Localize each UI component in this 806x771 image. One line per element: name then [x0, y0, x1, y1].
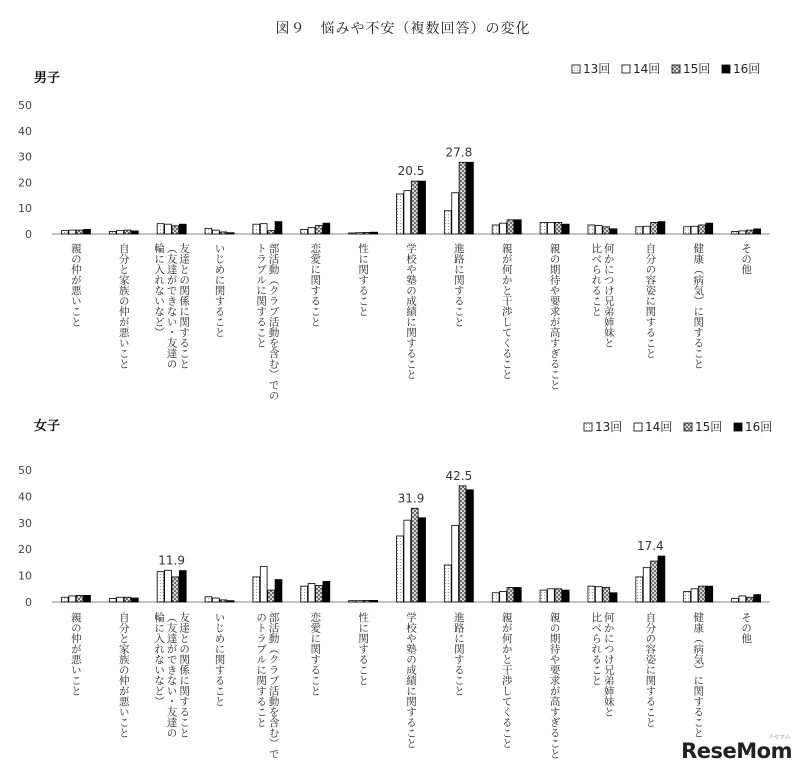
bar-girls: [397, 536, 404, 602]
category-label: 何かにつけ兄弟姉妹と: [602, 612, 615, 717]
category-label: 何かにつけ兄弟姉妹と: [602, 243, 615, 348]
bar-boys: [308, 228, 315, 234]
legend-swatch: [584, 423, 592, 431]
bar-girls: [739, 596, 746, 602]
bar-girls: [84, 595, 91, 602]
bar-boys: [419, 181, 426, 234]
category-label: 学校や塾の成績に関すること: [405, 243, 417, 380]
bar-girls: [172, 577, 179, 602]
bar-girls: [205, 597, 212, 602]
bar-girls: [260, 566, 267, 602]
figure-title: 図９ 悩みや不安（複数回答）の変化: [275, 21, 531, 37]
bar-girls: [61, 597, 68, 602]
bar-boys: [301, 229, 308, 234]
bar-boys: [356, 233, 363, 234]
category-label: 学校や塾の成績に関すること: [405, 612, 417, 749]
bar-girls: [492, 593, 499, 602]
category-label: 輪に入れないなど）: [153, 612, 166, 707]
data-label: 42.5: [445, 468, 473, 483]
bar-boys: [212, 230, 219, 234]
bar-boys: [76, 230, 83, 234]
category-label: 性に関すること: [357, 243, 370, 317]
data-label: 27.8: [445, 145, 473, 160]
bar-boys: [165, 224, 172, 234]
y-tick-label: 10: [18, 202, 32, 216]
bar-girls: [684, 591, 691, 602]
legend-label: 14回: [645, 420, 673, 434]
bar-girls: [411, 508, 418, 602]
category-label: 親が何かと干渉してくること: [500, 612, 513, 749]
bar-girls: [109, 599, 116, 602]
bar-boys: [404, 191, 411, 234]
bar-girls: [363, 600, 370, 602]
bar-boys: [684, 227, 691, 234]
category-label: 親の期待や要求が高すぎること: [548, 243, 561, 390]
y-tick-label: 0: [25, 596, 32, 609]
bar-girls: [555, 589, 562, 602]
bar-boys: [397, 194, 404, 234]
legend-label: 13回: [595, 420, 623, 434]
bar-girls: [76, 595, 83, 602]
category-label: 恋愛に関すること: [309, 243, 322, 327]
legend-swatch: [622, 65, 630, 73]
category-label: トラブルに関すること: [255, 243, 268, 348]
bar-boys: [172, 226, 179, 234]
bar-boys: [117, 231, 124, 234]
bar-girls: [179, 571, 186, 602]
bar-boys: [157, 224, 164, 234]
bar-girls: [658, 556, 665, 602]
bar-boys: [61, 231, 68, 234]
bar-boys: [699, 225, 706, 234]
bar-girls: [268, 590, 275, 602]
bar-boys: [69, 230, 76, 234]
category-label: （友達ができない・友達の: [165, 243, 178, 369]
legend-swatch: [734, 423, 742, 431]
bar-boys: [540, 222, 547, 234]
bar-boys: [514, 220, 521, 234]
bar-girls: [595, 587, 602, 602]
bar-girls: [275, 580, 282, 602]
bar-girls: [308, 584, 315, 602]
bar-boys: [179, 224, 186, 234]
bar-boys: [467, 162, 474, 234]
bar-girls: [323, 581, 330, 602]
bar-boys: [227, 233, 234, 234]
category-label: 進路に関すること: [452, 612, 465, 696]
bar-boys: [411, 181, 418, 234]
bar-boys: [84, 229, 91, 234]
legend-swatch: [722, 65, 730, 73]
category-label: いじめに関すること: [213, 612, 226, 707]
bar-girls: [404, 520, 411, 602]
bar-boys: [349, 233, 356, 234]
y-tick-label: 20: [18, 543, 32, 557]
y-tick-label: 0: [25, 228, 32, 241]
bar-girls: [548, 589, 555, 602]
legend-label: 16回: [745, 420, 773, 434]
bar-girls: [603, 587, 610, 602]
bar-boys: [636, 227, 643, 234]
legend-label: 14回: [633, 62, 661, 76]
y-tick-label: 50: [18, 99, 32, 112]
bar-boys: [363, 232, 370, 234]
girls-chart-title: 女子: [34, 419, 61, 434]
legend-swatch: [672, 65, 680, 73]
bar-girls: [651, 561, 658, 602]
data-label: 31.9: [397, 491, 425, 506]
bar-boys: [459, 162, 466, 234]
bar-boys: [205, 228, 212, 234]
bar-girls: [253, 577, 260, 602]
bar-girls: [636, 577, 643, 602]
category-label: のトラブルに関すること: [255, 612, 268, 728]
bar-girls: [69, 596, 76, 602]
legend-swatch: [634, 423, 642, 431]
bar-boys: [548, 222, 555, 234]
bar-boys: [507, 220, 514, 234]
category-label: 自分と家族の仲が悪いこと: [117, 612, 130, 738]
bar-girls: [444, 565, 451, 602]
bar-girls: [157, 572, 164, 602]
bar-girls: [212, 598, 219, 602]
y-tick-label: 40: [18, 490, 32, 504]
category-label: 輪に入れないなど）: [153, 243, 166, 338]
bar-boys: [658, 222, 665, 234]
bar-girls: [706, 586, 713, 602]
legend-label: 15回: [683, 62, 711, 76]
category-label: 健康（病気）に関すること: [692, 612, 705, 738]
category-label: 性に関すること: [357, 612, 370, 686]
bar-boys: [492, 225, 499, 234]
category-label: 親の仲が悪いこと: [69, 243, 82, 327]
boys-chart-panel: [18, 62, 770, 401]
legend-swatch: [684, 423, 692, 431]
bar-boys: [323, 223, 330, 234]
bar-boys: [316, 225, 323, 234]
bar-boys: [610, 229, 617, 234]
category-label: 自分の容姿に関すること: [644, 612, 657, 728]
bar-girls: [514, 587, 521, 602]
bar-boys: [268, 231, 275, 234]
category-label: 友達との関係に関すること: [178, 612, 191, 738]
bar-boys: [706, 223, 713, 234]
bar-boys: [555, 222, 562, 234]
girls-chart-panel: [18, 418, 772, 759]
y-tick-label: 40: [18, 124, 32, 138]
bar-boys: [595, 225, 602, 234]
bar-girls: [316, 585, 323, 602]
bar-girls: [540, 590, 547, 602]
bar-girls: [610, 593, 617, 602]
bar-boys: [603, 227, 610, 234]
legend-label: 16回: [733, 62, 761, 76]
boys-chart-title: 男子: [34, 71, 61, 86]
y-tick-label: 30: [18, 516, 32, 530]
bar-boys: [260, 224, 267, 234]
bar-boys: [275, 222, 282, 234]
category-label: 親の仲が悪いこと: [69, 612, 82, 696]
y-tick-label: 20: [18, 176, 32, 190]
legend-label: 15回: [695, 420, 723, 434]
category-label: 親の期待や要求が高すぎること: [548, 612, 561, 759]
category-label: 恋愛に関すること: [309, 612, 322, 696]
category-label: （友達ができない・友達の: [165, 612, 178, 738]
bar-girls: [500, 591, 507, 602]
bar-girls: [117, 597, 124, 602]
bar-girls: [507, 587, 514, 602]
bar-girls: [371, 600, 378, 602]
bar-girls: [588, 586, 595, 602]
bar-girls: [459, 486, 466, 602]
bar-boys: [371, 232, 378, 234]
bar-boys: [588, 225, 595, 234]
bar-girls: [227, 601, 234, 602]
resemom-logo: [681, 734, 792, 763]
category-label: その他: [740, 243, 753, 275]
bar-boys: [732, 231, 739, 234]
category-label: 自分と家族の仲が悪いこと: [117, 243, 130, 369]
category-label: 進路に関すること: [452, 243, 465, 327]
bar-girls: [132, 598, 139, 602]
legend-label: 13回: [583, 62, 611, 76]
category-label: 比べられること: [590, 612, 603, 686]
category-label: 友達との関係に関すること: [178, 243, 191, 369]
bar-girls: [349, 601, 356, 602]
data-label: 20.5: [397, 164, 425, 179]
bar-girls: [562, 590, 569, 602]
category-label: 自分の容姿に関すること: [644, 243, 657, 359]
bar-girls: [165, 570, 172, 602]
category-label: いじめに関すること: [213, 243, 226, 338]
category-label: その他: [740, 612, 753, 644]
bar-boys: [220, 232, 227, 234]
bar-boys: [132, 231, 139, 234]
bar-girls: [301, 586, 308, 602]
watermark-text: ReseMom: [681, 739, 792, 763]
y-tick-label: 30: [18, 150, 32, 164]
bar-boys: [109, 231, 116, 234]
bar-girls: [124, 597, 131, 602]
category-label: 親が何かと干渉してくること: [500, 243, 513, 380]
bar-girls: [419, 518, 426, 602]
data-label: 17.4: [636, 539, 664, 554]
bar-boys: [739, 231, 746, 234]
watermark-subtext: リセマム: [768, 734, 790, 741]
category-label: 部活動（クラブ活動を含む）での: [267, 243, 280, 401]
bar-girls: [732, 599, 739, 602]
data-label: 11.9: [158, 553, 186, 568]
bar-girls: [699, 586, 706, 602]
bar-girls: [754, 595, 761, 602]
bar-girls: [356, 601, 363, 602]
bar-boys: [754, 229, 761, 234]
bar-girls: [746, 597, 753, 602]
bar-boys: [651, 222, 658, 234]
bar-boys: [691, 226, 698, 234]
bar-boys: [124, 230, 131, 234]
category-label: 部活動（クラブ活動を含む）で: [267, 612, 280, 759]
category-label: 比べられること: [590, 243, 603, 317]
bar-boys: [253, 224, 260, 234]
bar-girls: [643, 568, 650, 602]
y-tick-label: 10: [18, 569, 32, 583]
bar-boys: [452, 193, 459, 234]
bar-girls: [220, 600, 227, 602]
bar-girls: [467, 490, 474, 602]
bar-boys: [746, 230, 753, 234]
category-label: 健康（病気）に関すること: [692, 243, 705, 369]
bar-boys: [643, 226, 650, 234]
bar-girls: [691, 589, 698, 602]
y-tick-label: 50: [18, 464, 32, 477]
legend-swatch: [572, 65, 580, 73]
bar-girls: [452, 525, 459, 602]
bar-boys: [500, 223, 507, 234]
bar-boys: [444, 211, 451, 234]
bar-boys: [562, 224, 569, 234]
